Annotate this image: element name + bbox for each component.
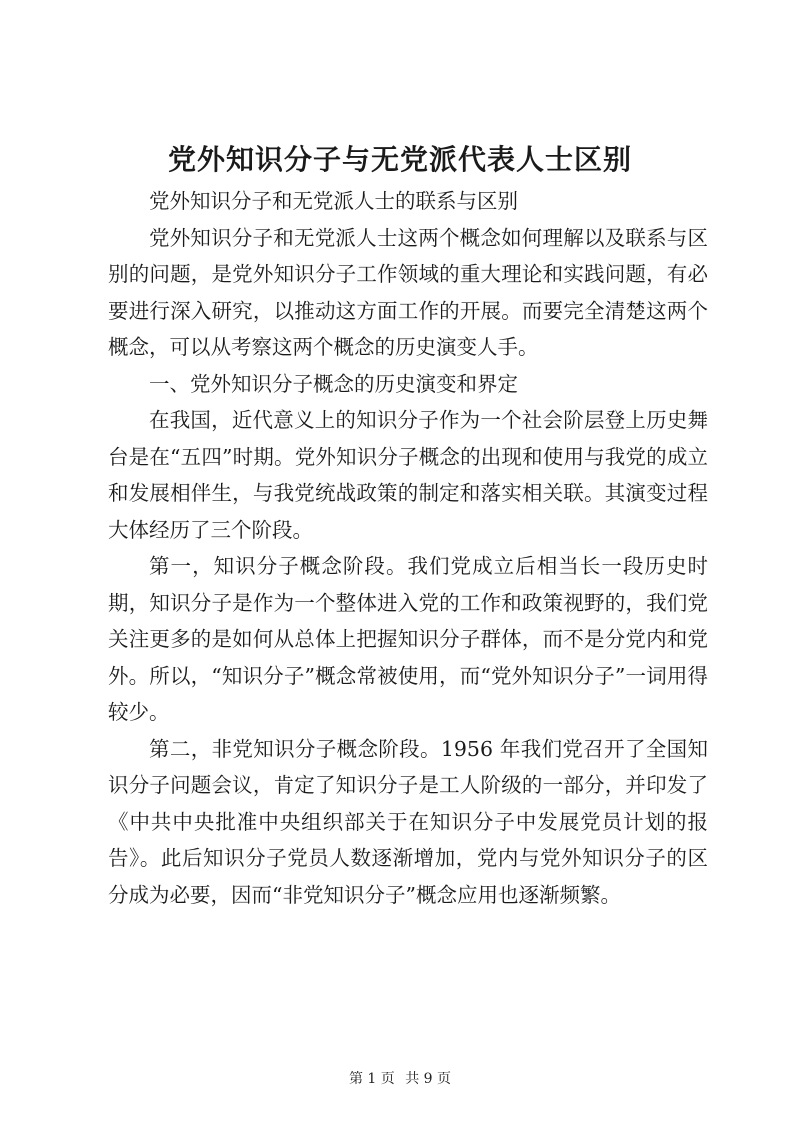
page-footer bbox=[0, 1069, 800, 1089]
body-paragraph: 第二，非党知识分子概念阶段。1956 年我们党召开了全国知识分子问题会议，肯定了知识分子是工人阶级的一部分，并印发了《中共中央批准中央组织部关于在知识分子中发展党员计划的报告》。此后知识分子党员人数逐渐增加，党内与党外知识分子的区分成为必要，因而“非党知识分子”概念应用也逐渐频繁。 bbox=[108, 736, 708, 907]
body-paragraph: 党外知识分子和无党派人士这两个概念如何理解以及联系与区别的问题，是党外知识分子工作领域的重大理论和实践问题，有必要进行深入研究，以推动这方面工作的开展。而要完全清楚这两个概念，可以从考察这两个概念的历史演变人手。 bbox=[108, 225, 708, 359]
page-number: 第 1 页 bbox=[348, 1071, 395, 1087]
body-paragraph: 第一，知识分子概念阶段。我们党成立后相当长一段历史时期，知识分子是作为一个整体进入党的工作和政策视野的，我们党关注更多的是如何从总体上把握知识分子群体，而不是分党内和党外。所以，“知识分子”概念常被使用，而“党外知识分子”一词用得较少。 bbox=[108, 554, 708, 724]
subtitle-paragraph: 党外知识分子和无党派人士的联系与区别 bbox=[149, 189, 518, 213]
body-paragraph: 在我国，近代意义上的知识分子作为一个社会阶层登上历史舞台是在“五四”时期。党外知识分子概念的出现和使用与我党的成立和发展相伴生，与我党统战政策的制定和落实相关联。其演变过程大体经历了三个阶段。 bbox=[108, 408, 708, 542]
page-total: 共 9 页 bbox=[405, 1071, 452, 1087]
document-body bbox=[108, 183, 708, 913]
document-title: 党外知识分子与无党派代表人士区别 bbox=[167, 143, 632, 176]
section-heading: 一、党外知识分子概念的历史演变和界定 bbox=[149, 371, 518, 396]
